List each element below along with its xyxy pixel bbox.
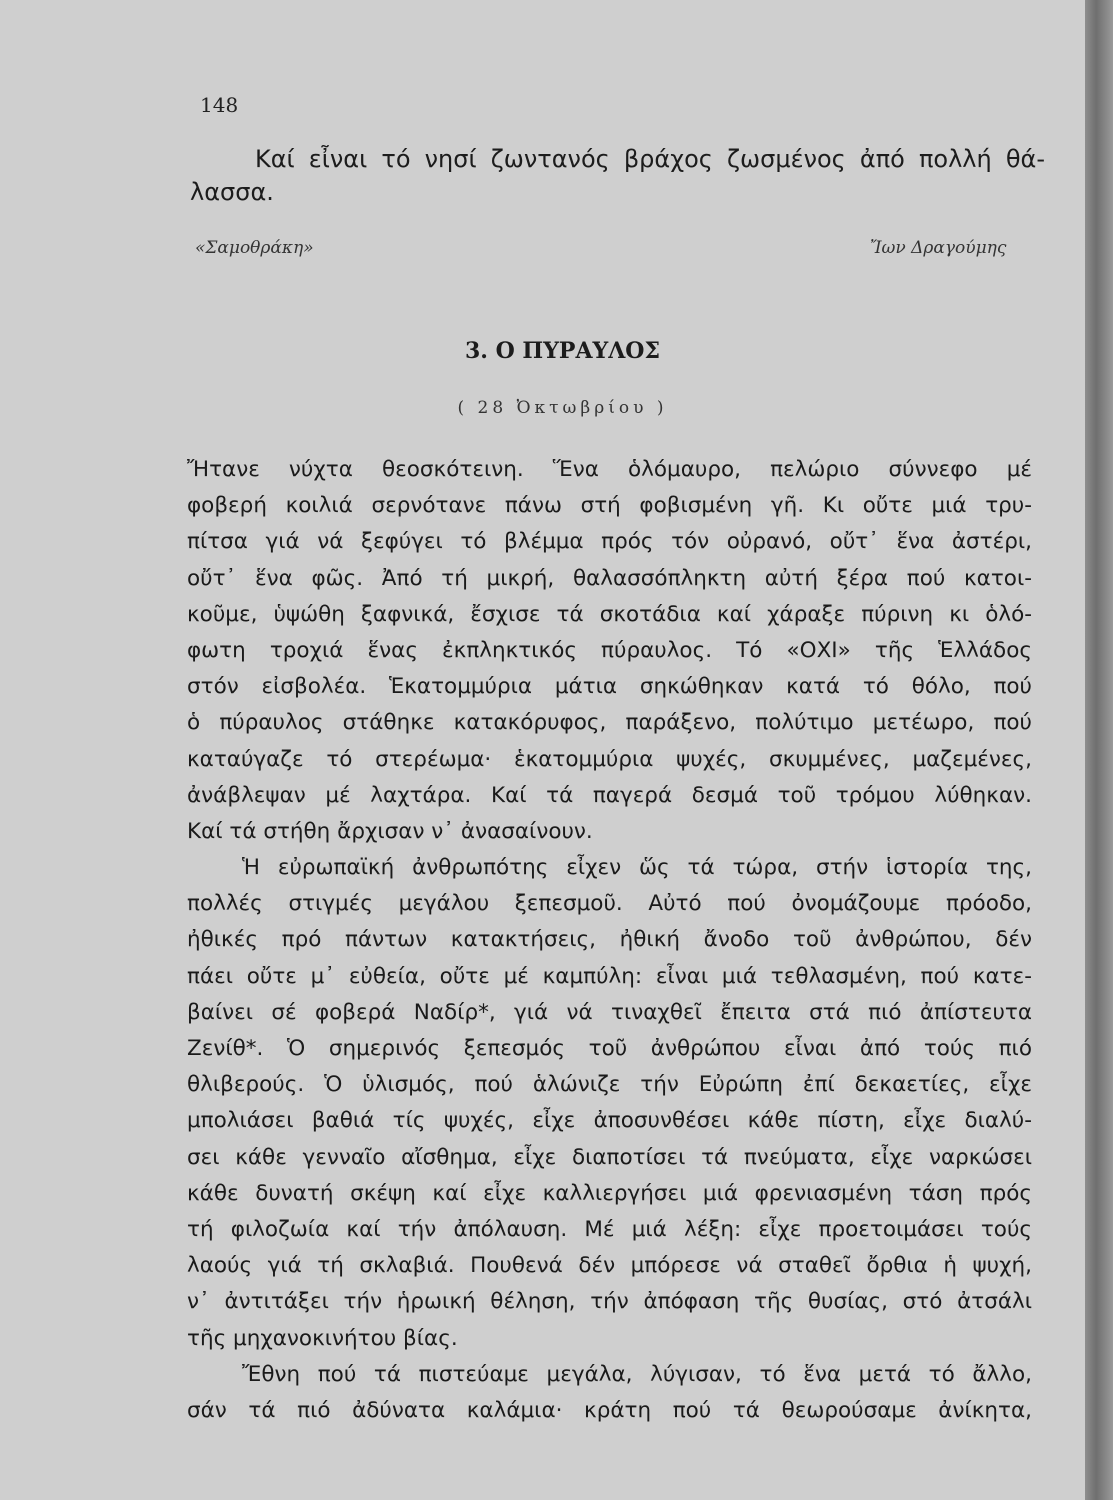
body-line: σάν τά πιό ἀδύνατα καλάμια· κράτη πού τά θεωρούσαμε ἀνίκητα, — [187, 1397, 1032, 1423]
body-line: λαούς γιά τή σκλαβιά. Πουθενά δέν μπόρεσε νά σταθεῖ ὄρθια ἡ ψυχή, — [187, 1253, 1032, 1279]
body-line: ἠθικές πρό πάντων κατακτήσεις, ἠθική ἄνοδο τοῦ ἀνθρώπου, δέν — [187, 927, 1032, 953]
body-line: κοῦμε, ὑψώθη ξαφνικά, ἔσχισε τά σκοτάδια καί χάραξε πύρινη κι ὁλό- — [187, 601, 1032, 627]
chapter-date: ( 28 Ὀκτωβρίου ) — [457, 398, 668, 418]
body-line: πάει οὔτε μ᾽ εὐθεία, οὔτε μέ καμπύλη: εἶναι μιά τεθλασμένη, πού κατε- — [187, 963, 1032, 989]
chapter-title: 3. Ο ΠΥΡΑΥΛΟΣ — [464, 338, 661, 364]
body-line: τῆς μηχανοκινήτου βίας. — [187, 1325, 458, 1351]
body-line: πολλές στιγμές μεγάλου ξεπεσμοῦ. Αὐτό πού ὀνομάζουμε πρόοδο, — [187, 891, 1032, 917]
source-author: Ἴων Δραγούμης — [870, 238, 1007, 258]
body-line: στόν εἰσβολέα. Ἑκατομμύρια μάτια σηκώθηκαν κατά τό θόλο, πού — [187, 674, 1032, 700]
body-line: πίτσα γιά νά ξεφύγει τό βλέμμα πρός τόν οὐρανό, οὔτ᾽ ἕνα ἀστέρι, — [187, 529, 1032, 555]
source-work: «Σαμοθράκη» — [195, 238, 314, 258]
body-line: φωτη τροχιά ἕνας ἐκπληκτικός πύραυλος. Τό «ΟΧΙ» τῆς Ἑλλάδος — [187, 637, 1032, 663]
body-line: Ἤτανε νύχτα θεοσκότεινη. Ἕνα ὁλόμαυρο, πελώριο σύννεφο μέ — [187, 457, 1032, 482]
body-line: Ἡ εὐρωπαϊκή ἀνθρωπότης εἶχεν ὥς τά τώρα, στήν ἱστορία της, — [242, 855, 1032, 881]
body-line: κάθε δυνατή σκέψη καί εἶχε καλλιεργήσει μιά φρενιασμένη τάση πρός — [187, 1180, 1032, 1206]
body-line: Ἔθνη πού τά πιστεύαμε μεγάλα, λύγισαν, τό ἕνα μετά τό ἄλλο, — [242, 1361, 1032, 1387]
body-line: βαίνει σέ φοβερά Ναδίρ*, γιά νά τιναχθεῖ ἔπειτα στά πιό ἀπίστευτα — [187, 999, 1032, 1025]
page-edge-shadow — [1085, 0, 1113, 1500]
body-line: οὔτ᾽ ἕνα φῶς. Ἀπό τή μικρή, θαλασσόπληκτη αὐτή ξέρα πού κατοι- — [187, 565, 1032, 591]
body-line: ὁ πύραυλος στάθηκε κατακόρυφος, παράξενο, πολύτιμο μετέωρο, πού — [187, 710, 1032, 736]
body-line: Καί τά στήθη ἄρχισαν ν᾽ ἀνασαίνουν. — [187, 818, 593, 844]
quote-line-2: λασσα. — [190, 178, 274, 206]
body-line: ἀνάβλεψαν μέ λαχτάρα. Καί τά παγερά δεσμά τοῦ τρόμου λύθηκαν. — [187, 782, 1032, 808]
body-line: τή φιλοζωία καί τήν ἀπόλαυση. Μέ μιά λέξη: εἶχε προετοιμάσει τούς — [187, 1216, 1032, 1242]
body-line: ν᾽ ἀντιτάξει τήν ἡρωική θέληση, τήν ἀπόφαση τῆς θυσίας, στό ἀτσάλι — [187, 1289, 1032, 1315]
page-number: 148 — [200, 93, 239, 117]
body-line: Ζενίθ*. Ὁ σημερινός ξεπεσμός τοῦ ἀνθρώπου εἶναι ἀπό τούς πιό — [187, 1036, 1032, 1061]
body-line: σει κάθε γενναῖο αἴσθημα, εἶχε διαποτίσει τά πνεύματα, εἶχε ναρκώσει — [187, 1144, 1032, 1170]
body-text — [187, 452, 1032, 1429]
body-line: μπολιάσει βαθιά τίς ψυχές, εἶχε ἀποσυνθέσει κάθε πίστη, εἶχε διαλύ- — [187, 1108, 1032, 1134]
body-line: θλιβερούς. Ὁ ὑλισμός, πού ἁλώνιζε τήν Εὐρώπη ἐπί δεκαετίες, εἶχε — [187, 1072, 1032, 1098]
body-line: καταύγαζε τό στερέωμα· ἑκατομμύρια ψυχές, σκυμμένες, μαζεμένες, — [187, 746, 1032, 772]
body-line: φοβερή κοιλιά σερνότανε πάνω στή φοβισμένη γῆ. Κι οὔτε μιά τρυ- — [187, 493, 1032, 519]
quote-line-1: Καί εἶναι τό νησί ζωντανός βράχος ζωσμένος ἀπό πολλή θά- — [255, 145, 1045, 173]
